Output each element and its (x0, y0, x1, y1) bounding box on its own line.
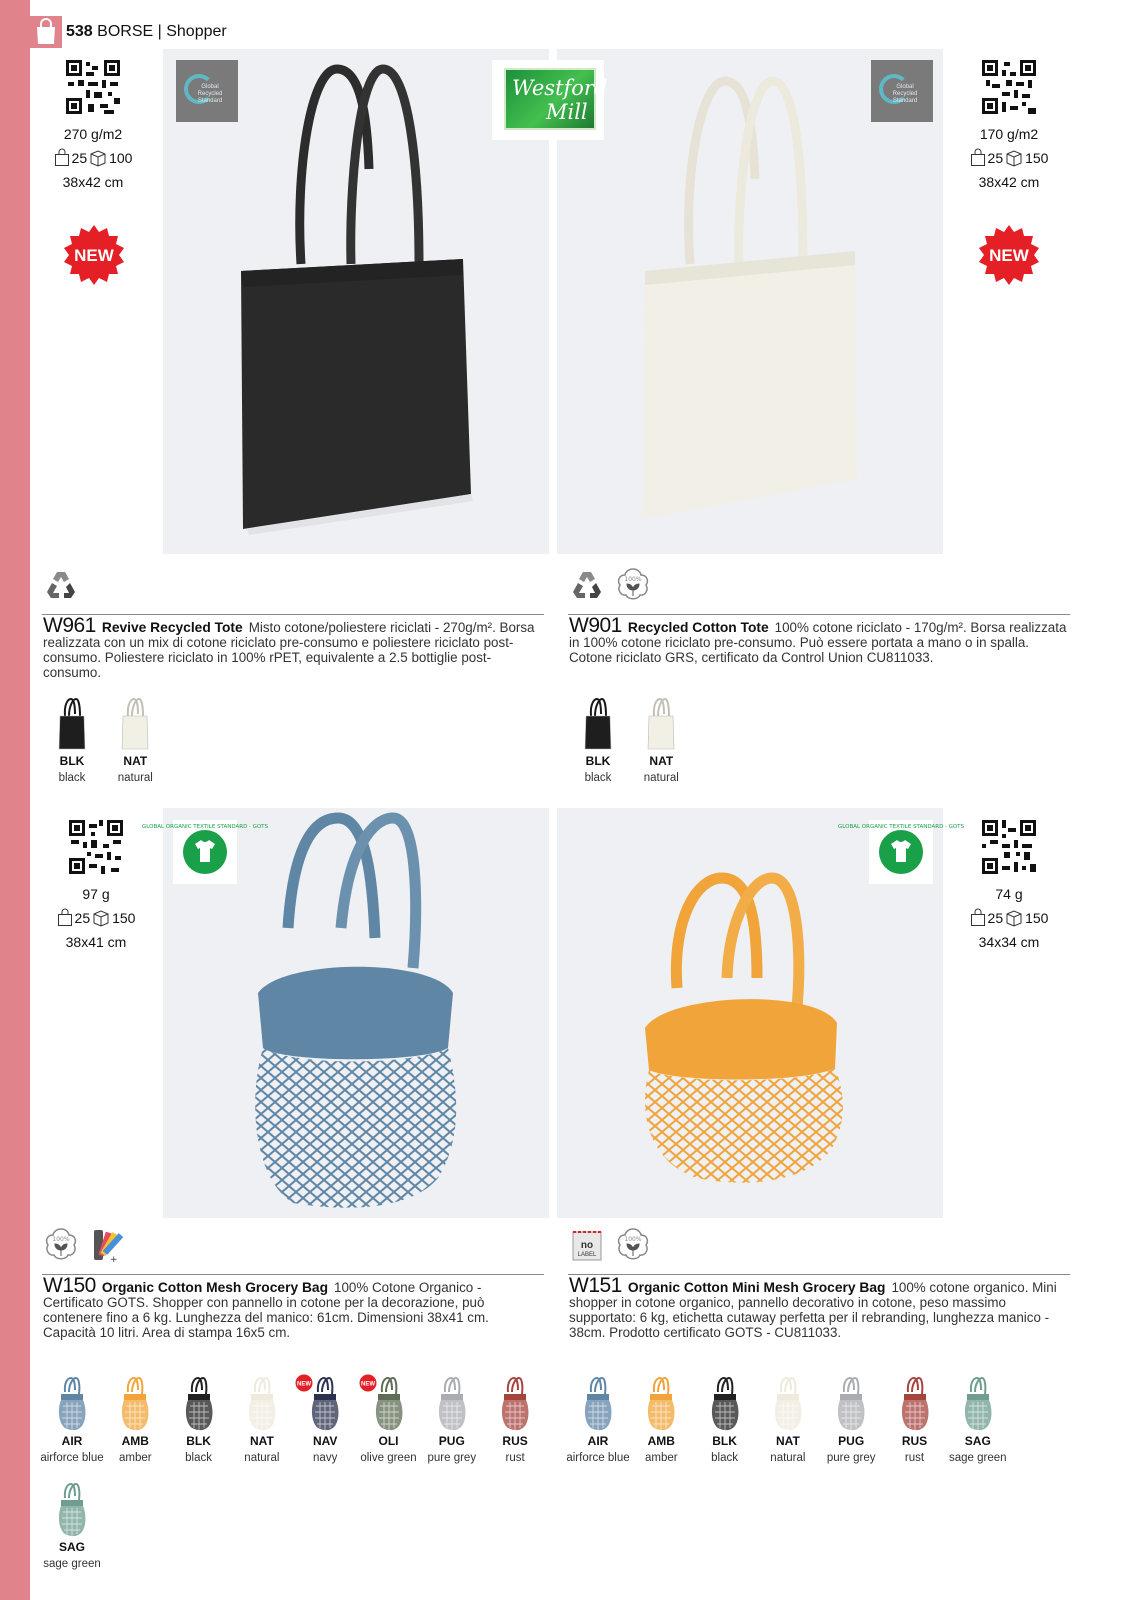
divider (42, 1274, 544, 1275)
color-code: BLK (712, 1434, 737, 1448)
color-code: BLK (186, 1434, 211, 1448)
spec-column-w901 (949, 58, 1069, 194)
color-swatch-nat[interactable] (230, 1376, 294, 1464)
color-swatch-oli[interactable] (357, 1376, 421, 1464)
dimensions: 34x34 cm (978, 934, 1040, 950)
color-name: black (185, 1452, 213, 1464)
weight: 97 g (82, 886, 110, 902)
color-name: natural (244, 1452, 280, 1464)
svg-text:LABEL: LABEL (577, 1252, 597, 1258)
svg-text:no: no (580, 1240, 594, 1251)
product-photo-w901 (557, 49, 943, 554)
box-outline-icon (92, 909, 110, 927)
pack-quantities: 25 150 (949, 146, 1069, 170)
page-number: 538 (66, 23, 93, 40)
mesh-bag-swatch-icon (708, 1376, 742, 1432)
product-text: 100% cotone riciclato - 170g/m². Borsa realizzata in 100% cotone riciclato pre-consumo. Può essere portata a mano o in spalla. Cotone riciclato GRS, certificato da Control Union CU811033. (569, 620, 1067, 665)
color-name: olive green (360, 1452, 417, 1464)
color-name: sage green (43, 1558, 101, 1570)
color-code: AMB (647, 1434, 675, 1448)
product-text: Misto cotone/poliestere riciclati - 270g/m². Borsa realizzata con un mix di cotone riciclato pre-consumo e poliestere riciclato post-consumo. Poliestere riciclato in 100% rPET, equivalente a 2.5 bottiglie post-consumo. (43, 620, 535, 680)
mesh-bag-swatch-icon (182, 1376, 216, 1432)
color-code: OLI (378, 1434, 399, 1448)
product-code: W901 (569, 614, 622, 637)
color-name: pure grey (826, 1452, 876, 1464)
mesh-bag-swatch-icon (372, 1376, 406, 1432)
product-name: Organic Cotton Mini Mesh Grocery Bag (627, 1280, 886, 1295)
color-code: NAT (250, 1434, 274, 1448)
product-text: 100% cotone organico. Mini shopper in cotone organico, pannello decorativo in cotone, peso massimo supportato: 6 kg, etichetta cutaway perfetta per il rebranding, lunghezza manico - 38cm. Prodotto certificato GOTS - CU811033. (569, 1280, 1057, 1340)
color-code: PUG (838, 1434, 865, 1448)
color-swatch-air[interactable] (566, 1376, 630, 1464)
new-badge (977, 223, 1041, 287)
shopping-bag-icon (34, 18, 58, 46)
color-name: airforce blue (566, 1452, 630, 1464)
color-code: SAG (964, 1434, 991, 1448)
dimensions: 38x42 cm (978, 174, 1040, 190)
color-code: NAT (776, 1434, 800, 1448)
color-swatch-nat[interactable] (756, 1376, 820, 1464)
divider (568, 1274, 1070, 1275)
divider (42, 614, 544, 615)
color-swatch-sag[interactable] (946, 1376, 1010, 1464)
product-code: W150 (43, 1274, 96, 1297)
gots-logo-w151 (837, 820, 965, 884)
box-outline-icon (1005, 149, 1023, 167)
color-swatch-sag[interactable] (40, 1482, 104, 1570)
color-swatch-pug[interactable] (819, 1376, 883, 1464)
natural-tote-illustration (557, 49, 943, 554)
grs-logo-w961: Global Recycled Standard (176, 60, 238, 122)
dimensions: 38x42 cm (62, 174, 124, 190)
product-description-w901 (569, 614, 1069, 665)
mesh-bag-swatch-icon (961, 1376, 995, 1432)
mesh-bag-swatch-icon (581, 1376, 615, 1432)
eco-icons-w151 (568, 1226, 652, 1264)
color-swatch-air[interactable] (40, 1376, 104, 1464)
new-color-badge (359, 1374, 377, 1392)
color-swatch-blk[interactable] (167, 1376, 231, 1464)
grs-logo-w901: Global Recycled Standard (871, 60, 933, 122)
mesh-bag-swatch-icon (118, 1376, 152, 1432)
color-palette-icon (88, 1226, 126, 1264)
color-name: natural (643, 772, 679, 784)
color-code: NAT (649, 754, 674, 768)
mesh-bag-swatch-icon (245, 1376, 279, 1432)
bag-outline-icon (57, 909, 73, 927)
color-name: amber (644, 1452, 678, 1464)
svg-text:NEW: NEW (989, 246, 1029, 265)
color-swatch-rus[interactable] (483, 1376, 547, 1464)
color-name: amber (118, 1452, 152, 1464)
bag-outline-icon (970, 149, 986, 167)
color-name: navy (313, 1452, 338, 1464)
mesh-bag-swatch-icon (898, 1376, 932, 1432)
product-code: W961 (43, 614, 96, 637)
svg-text:GLOBAL ORGANIC TEXTILE STANDAR: GLOBAL ORGANIC TEXTILE STANDARD · GOTS (141, 824, 269, 830)
bag-outline-icon (54, 149, 70, 167)
qr-code-icon[interactable] (980, 58, 1038, 116)
color-code: NAT (123, 754, 148, 768)
color-code: AMB (121, 1434, 149, 1448)
recycle-icon (568, 566, 606, 604)
color-swatch-blk[interactable] (40, 696, 104, 784)
weight: 74 g (995, 886, 1023, 902)
product-name: Revive Recycled Tote (101, 620, 243, 635)
color-name: pure grey (427, 1452, 477, 1464)
color-swatch-nav[interactable] (293, 1376, 357, 1464)
weight: 170 g/m2 (979, 126, 1039, 142)
bag-outline-icon (970, 909, 986, 927)
pack-quantities: 25 100 (33, 146, 153, 170)
svg-text:NEW: NEW (74, 246, 114, 265)
qr-code-icon[interactable] (67, 818, 125, 876)
section-title: BORSE | Shopper (97, 23, 227, 40)
product-description-w150 (43, 1274, 543, 1340)
new-badge (62, 223, 126, 287)
eco-icons-w961 (42, 566, 80, 604)
svg-text:NEW: NEW (360, 1381, 375, 1388)
color-code: SAG (58, 1540, 85, 1554)
color-code: BLK (59, 754, 85, 768)
svg-text:+: + (110, 1255, 118, 1265)
color-name: black (584, 772, 612, 784)
eco-icons-w901 (568, 566, 652, 604)
box-outline-icon (1005, 909, 1023, 927)
recycle-icon (42, 566, 80, 604)
svg-text:GLOBAL ORGANIC TEXTILE STANDAR: GLOBAL ORGANIC TEXTILE STANDARD · GOTS (837, 824, 965, 830)
product-description-w151 (569, 1274, 1069, 1340)
organic-cotton-icon (614, 1226, 652, 1264)
color-swatch-amb[interactable] (629, 1376, 693, 1464)
color-name: airforce blue (40, 1452, 104, 1464)
color-code: AIR (61, 1434, 83, 1448)
svg-text:100%: 100% (52, 1236, 70, 1243)
dimensions: 38x41 cm (65, 934, 127, 950)
mesh-bag-swatch-icon (308, 1376, 342, 1432)
qr-code-icon[interactable] (980, 818, 1038, 876)
product-name: Recycled Cotton Tote (627, 620, 769, 635)
tote-swatch-icon (118, 696, 152, 752)
mesh-bag-swatch-icon (834, 1376, 868, 1432)
color-swatch-nat[interactable] (629, 696, 693, 784)
weight: 270 g/m2 (63, 126, 123, 142)
color-code: RUS (901, 1434, 928, 1448)
svg-text:100%: 100% (624, 1236, 642, 1243)
tote-swatch-icon (581, 696, 615, 752)
page-header (66, 23, 227, 41)
color-swatch-pug[interactable] (420, 1376, 484, 1464)
color-swatch-rus[interactable] (883, 1376, 947, 1464)
color-name: natural (117, 772, 153, 784)
pack-quantities: 25 150 (36, 906, 156, 930)
organic-cotton-icon (614, 566, 652, 604)
qr-code-icon[interactable] (64, 58, 122, 116)
pack-quantities: 25 150 (949, 906, 1069, 930)
gots-logo-w150 (141, 820, 269, 884)
section-tab (30, 16, 62, 48)
mesh-bag-swatch-icon (771, 1376, 805, 1432)
color-code: BLK (585, 754, 611, 768)
westford-mill-logo: Westford Mill (492, 60, 604, 140)
color-name: rust (904, 1452, 925, 1464)
eco-icons-w150 (42, 1226, 126, 1264)
color-name: natural (770, 1452, 806, 1464)
gots-shirt-icon (141, 820, 269, 884)
color-name: rust (505, 1452, 525, 1464)
color-swatch-amb[interactable] (103, 1376, 167, 1464)
product-name: Organic Cotton Mesh Grocery Bag (101, 1280, 329, 1295)
color-name: black (58, 772, 86, 784)
box-outline-icon (89, 149, 107, 167)
color-swatch-blk[interactable] (693, 1376, 757, 1464)
svg-text:NEW: NEW (297, 1381, 312, 1388)
color-name: black (711, 1452, 739, 1464)
organic-cotton-icon (42, 1226, 80, 1264)
color-code: AIR (587, 1434, 609, 1448)
mesh-bag-swatch-icon (498, 1376, 532, 1432)
svg-text:100%: 100% (624, 576, 642, 583)
mesh-bag-swatch-icon (55, 1482, 89, 1538)
color-swatch-blk[interactable] (566, 696, 630, 784)
product-code: W151 (569, 1274, 622, 1297)
product-text: 100% Cotone Organico - Certificato GOTS. Shopper con pannello in cotone per la decorazione, può contenere fino a 6 kg. Lunghezza del manico: 61cm. Dimensioni 38x41 cm. Capacità 10 litri. Area di stampa 16x5 cm. (43, 1280, 489, 1340)
color-swatch-nat[interactable] (103, 696, 167, 784)
gots-shirt-icon (837, 820, 965, 884)
mesh-bag-swatch-icon (644, 1376, 678, 1432)
tote-swatch-icon (644, 696, 678, 752)
new-color-badge (295, 1374, 313, 1392)
spec-column-w961 (33, 58, 153, 194)
color-code: PUG (438, 1434, 465, 1448)
divider (568, 614, 1070, 615)
mesh-bag-swatch-icon (435, 1376, 469, 1432)
product-description-w961 (43, 614, 543, 680)
color-name: sage green (949, 1452, 1007, 1464)
spec-column-w151 (949, 818, 1069, 954)
no-label-icon (568, 1226, 606, 1264)
tote-swatch-icon (55, 696, 89, 752)
side-color-strip (0, 0, 30, 1600)
spec-column-w150 (36, 818, 156, 954)
color-code: NAV (312, 1434, 338, 1448)
mesh-bag-swatch-icon (55, 1376, 89, 1432)
color-code: RUS (502, 1434, 528, 1448)
